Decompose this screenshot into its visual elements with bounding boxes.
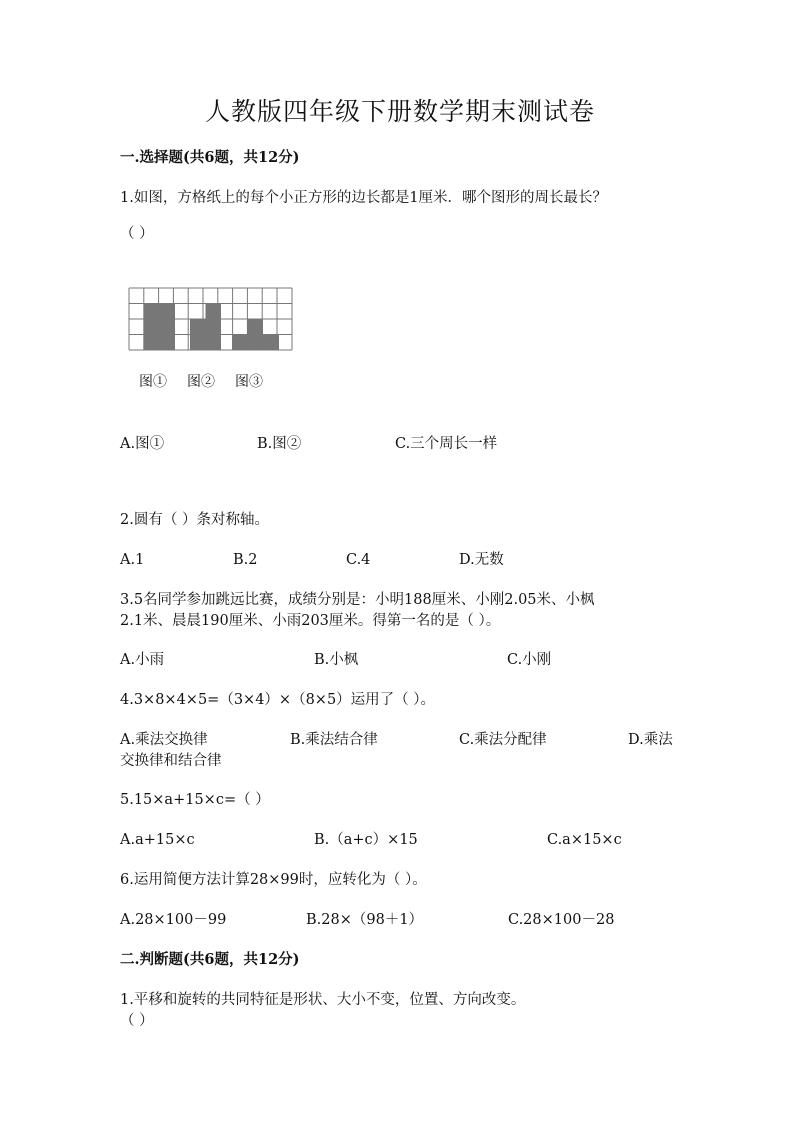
- q6-option-a[interactable]: A.28×100－99: [120, 912, 227, 928]
- question-3-text-line2: 2.1米、晨晨190厘米、小雨203厘米。得第一名的是（ ）。: [120, 613, 501, 629]
- q4-option-d[interactable]: D.乘法: [628, 732, 673, 748]
- question-4-text: 4.3×8×4×5=（3×4）×（8×5）运用了（ ）。: [120, 692, 436, 708]
- question-1-grid-figure: [128, 287, 294, 353]
- q5-option-b[interactable]: B.（a+c）×15: [314, 832, 418, 848]
- q1-option-a[interactable]: A.图①: [120, 436, 165, 452]
- q6-option-c[interactable]: C.28×100－28: [508, 912, 615, 928]
- q4-option-c[interactable]: C.乘法分配律: [459, 732, 547, 748]
- figure-label-3: 图③: [235, 374, 263, 390]
- q1-option-b[interactable]: B.图②: [257, 436, 302, 452]
- q4-option-d-continued[interactable]: 交换律和结合律: [120, 753, 222, 769]
- question-1-blank: （ ）: [120, 226, 154, 242]
- judgement-1-blank: （ ）: [120, 1013, 154, 1029]
- section-heading-choice: 一.选择题(共6题，共12分): [120, 149, 300, 166]
- q3-option-c[interactable]: C.小刚: [507, 652, 552, 668]
- q2-option-c[interactable]: C.4: [346, 552, 371, 568]
- q4-option-b[interactable]: B.乘法结合律: [290, 732, 378, 748]
- shaded-figure-1: [144, 303, 175, 350]
- q5-option-c[interactable]: C.a×15×c: [547, 832, 622, 848]
- judgement-1-text: 1.平移和旋转的共同特征是形状、大小不变，位置、方向改变。: [120, 992, 526, 1008]
- page-title: 人教版四年级下册数学期末测试卷: [204, 97, 595, 126]
- q4-option-a[interactable]: A.乘法交换律: [120, 732, 208, 748]
- question-6-text: 6.运用简便方法计算28×99时，应转化为（ ）。: [120, 872, 427, 888]
- q2-option-d[interactable]: D.无数: [459, 552, 504, 568]
- q2-option-a[interactable]: A.1: [120, 552, 145, 568]
- figure-label-1: 图①: [139, 374, 167, 390]
- q6-option-b[interactable]: B.28×（98＋1）: [306, 912, 424, 928]
- q3-option-b[interactable]: B.小枫: [314, 652, 359, 668]
- shaded-figure-2: [190, 303, 221, 350]
- q1-option-c[interactable]: C.三个周长一样: [395, 436, 498, 452]
- question-1-text: 1.如图，方格纸上的每个小正方形的边长都是1厘米．哪个图形的周长最长？: [120, 190, 608, 206]
- q5-option-a[interactable]: A.a+15×c: [120, 832, 195, 848]
- figure-label-2: 图②: [187, 374, 215, 390]
- q2-option-b[interactable]: B.2: [233, 552, 258, 568]
- question-2-text: 2.圆有（ ）条对称轴。: [120, 512, 269, 528]
- question-5-text: 5.15×a+15×c=（ ）: [120, 792, 270, 808]
- section-heading-judgement: 二.判断题(共6题，共12分): [120, 951, 300, 968]
- q3-option-a[interactable]: A.小雨: [120, 652, 165, 668]
- question-3-text-line1: 3.5名同学参加跳远比赛，成绩分别是：小明188厘米、小刚2.05米、小枫: [120, 592, 595, 608]
